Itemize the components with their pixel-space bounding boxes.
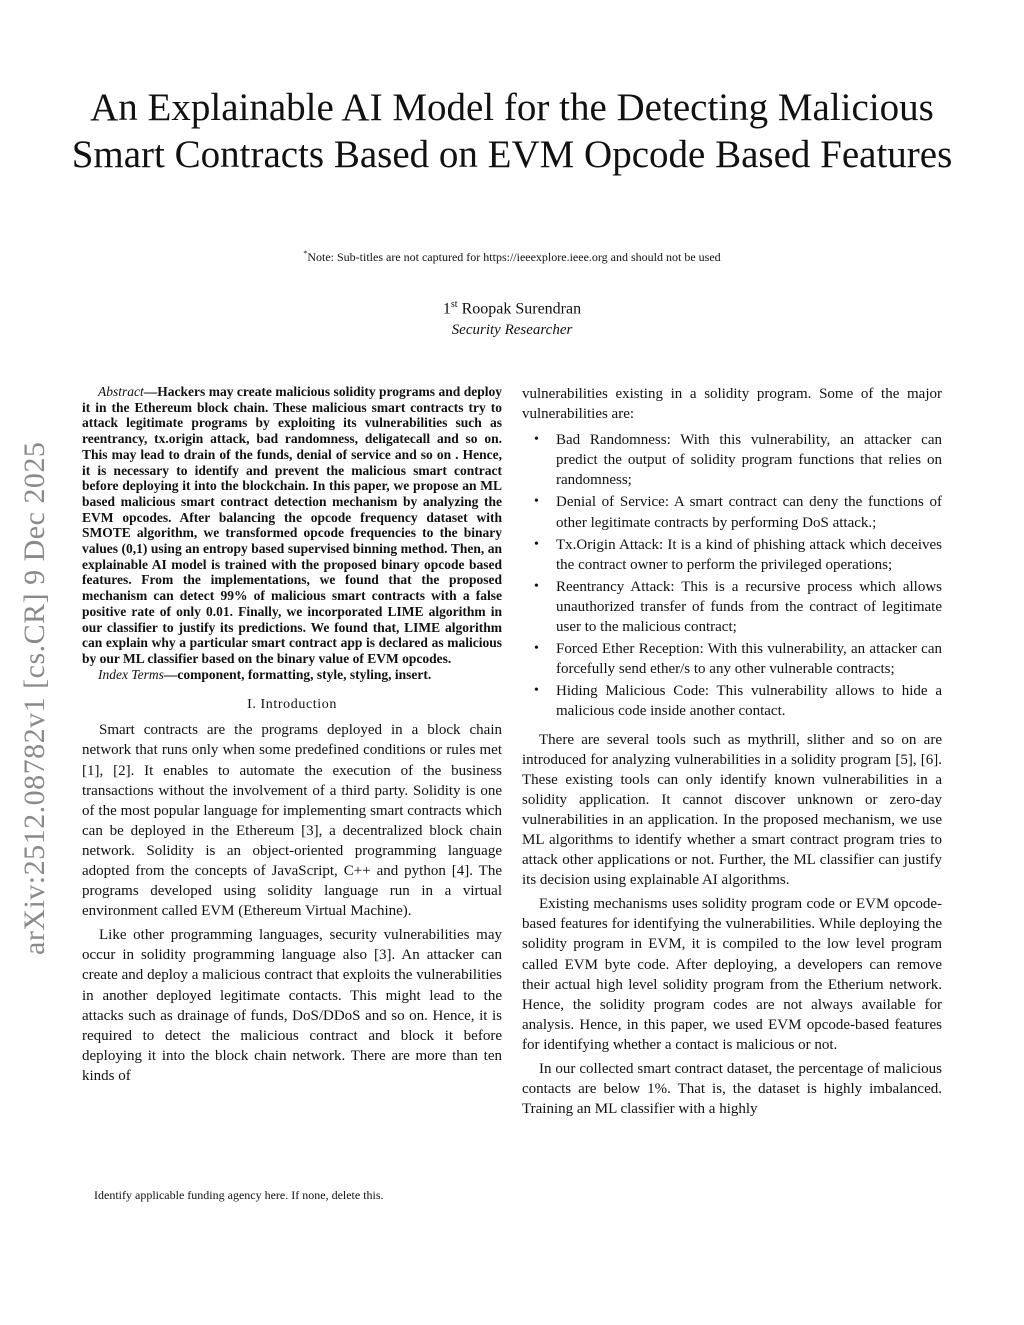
- vulnerability-list: [522, 430, 942, 721]
- subtitle-note: [60, 246, 964, 265]
- author-affiliation: Security Researcher: [451, 322, 573, 339]
- bullet-icon: •: [534, 432, 539, 448]
- bullet-icon: •: [534, 641, 539, 657]
- author-ordinal: 1: [442, 300, 451, 318]
- bullet-icon: •: [534, 536, 539, 552]
- list-item: [522, 639, 942, 679]
- abstract-text: —Hackers may create malicious solidity programs and deploy it in the Ethereum block chain. These malicious smart contracts try to attack legitimate programs by exploiting its vulnerabilities such as reentrancy, tx.origin attack, bad randomness, deligatecall and so on. This may lead to drain of the funds, denial of service and so on . Hence, it is necessary to identify and prevent the malicious smart contract before deploying it into the blockchain. In this paper, we propose an ML based malicious smart contract detection mechanism by analyzing the EVM opcodes. After balancing the opcode frequency dataset with SMOTE algorithm, we transformed opcode frequencies to the binary values (0,1) using an entropy based supervised binning method. Then, an explainable AI model is trained with the proposed binary opcode based features. From the implementations, we found that the proposed mechanism can detect 99% of malicious smart contracts with a false positive rate of only 0.01. Finally, we incorporated LIME algorithm in our classifier to justify its predictions. We found that, LIME algorithm can explain why a particular smart contract app is declared as malicious by our ML classifier based on the binary value of EVM opcodes.: [82, 384, 502, 666]
- author-name: Roopak Surendran: [461, 300, 582, 318]
- body-paragraph: Existing mechanisms uses solidity program code or EVM opcode-based features for identifying the vulnerabilities. While deploying the solidity program in EVM, it is compiled to the low level program called EVM byte code. After deploying, a developers can remove their actual high level solidity program from the Etherium network. Hence, the solidity program codes are not always available for analysis. Hence, in this paper, we used EVM opcode-based features for identifying whether a contact is malicious or not.: [522, 896, 942, 1053]
- index-terms-text: —component, formatting, style, styling, insert.: [163, 666, 432, 682]
- author-ordinal-suffix: st: [450, 299, 458, 310]
- bullet-icon: •: [534, 683, 539, 699]
- list-item-text: Hiding Malicious Code: This vulnerability allows to hide a malicious code inside another contact.: [556, 683, 942, 720]
- body-paragraph: There are several tools such as mythrill, slither and so on are introduced for analyzing vulnerabilities in a solidity program [5], [6]. These existing tools can only identify known vulnerabilities in a solidity application. It cannot discover unknown or zero-day vulnerabilities in an application. In the proposed mechanism, we use ML algorithms to identify whether a smart contract program tries to attack other applications or not. Further, the ML classifier can justify its decision using explainable AI algorithms.: [522, 731, 942, 889]
- list-item: [522, 430, 942, 490]
- index-terms: [82, 667, 502, 683]
- bullet-icon: •: [534, 578, 539, 594]
- index-terms-lead: Index Terms: [98, 666, 164, 682]
- left-column: [82, 384, 502, 1090]
- intro-paragraph: Smart contracts are the programs deployed in a block chain network that runs only when some predefined conditions or rules met [1], [2]. It enables to automate the execution of the business transactions without the involvement of a third party. Solidity is one of the most popular language for implementing smart contracts which can be deployed in the Ethereum [3], a decentralized block chain network. Solidity is an object-oriented programming language adopted from the concepts of JavaScript, C++ and python [4]. The programs developed using solidity language run in a virtual environment called EVM (Ethereum Virtual Machine).: [82, 722, 502, 920]
- list-item-text: Tx.Origin Attack: It is a kind of phishing attack which deceives the contract owner to perform the privileged operations;: [556, 536, 942, 573]
- abstract: [82, 384, 502, 667]
- list-item-text: Forced Ether Reception: With this vulnerability, an attacker can forcefully send ether/s to any other vulnerable contracts;: [556, 641, 942, 678]
- abstract-lead: Abstract: [98, 384, 144, 399]
- subtitle-note-marker: *: [303, 249, 308, 258]
- arxiv-identifier: arXiv:2512.08782v1 [cs.CR] 9 Dec 2025: [18, 441, 51, 955]
- list-item-text: Reentrancy Attack: This is a recursive process which allows unauthorized transfer of funds from the contract of legitimate user to the malicious contract;: [556, 578, 942, 636]
- list-item: [522, 577, 942, 637]
- bullet-icon: •: [534, 494, 539, 510]
- paper-title: An Explainable AI Model for the Detecting Malicious Smart Contracts Based on EVM Opcode Based Features: [71, 86, 953, 176]
- vulnerabilities-intro: vulnerabilities existing in a solidity program. Some of the major vulnerabilities are:: [522, 386, 942, 423]
- list-item: [522, 681, 942, 721]
- author-name-line: [60, 294, 964, 320]
- right-column: [522, 384, 942, 1123]
- subtitle-note-text: Note: Sub-titles are not captured for https://ieeexplore.ieee.org and should not be used: [307, 250, 721, 264]
- intro-paragraph: Like other programming languages, security vulnerabilities may occur in solidity programming language also [3]. An attacker can create and deploy a malicious contract that exploits the vulnerabilities in another deployed legitimate contacts. This might lead to the attacks such as drainage of funds, DoS/DDoS and so on. Hence, it is required to detect the malicious contract and block it before deploying it into the block chain network. There are more than ten kinds of: [82, 927, 502, 1084]
- funding-footnote: Identify applicable funding agency here. If none, delete this.: [94, 1188, 384, 1202]
- section-heading-introduction: I. Introduction: [247, 697, 337, 713]
- list-item: [522, 535, 942, 575]
- list-item-text: Bad Randomness: With this vulnerability, an attacker can predict the output of solidity program functions that relies on randomness;: [556, 432, 942, 489]
- list-item: [522, 492, 942, 532]
- list-item-text: Denial of Service: A smart contract can deny the functions of other legitimate contracts by performing DoS attack.;: [556, 494, 942, 531]
- author-block: [60, 294, 964, 340]
- body-paragraph: In our collected smart contract dataset, the percentage of malicious contacts are below 1%. That is, the dataset is highly imbalanced. Training an ML classifier with a highly: [522, 1061, 942, 1118]
